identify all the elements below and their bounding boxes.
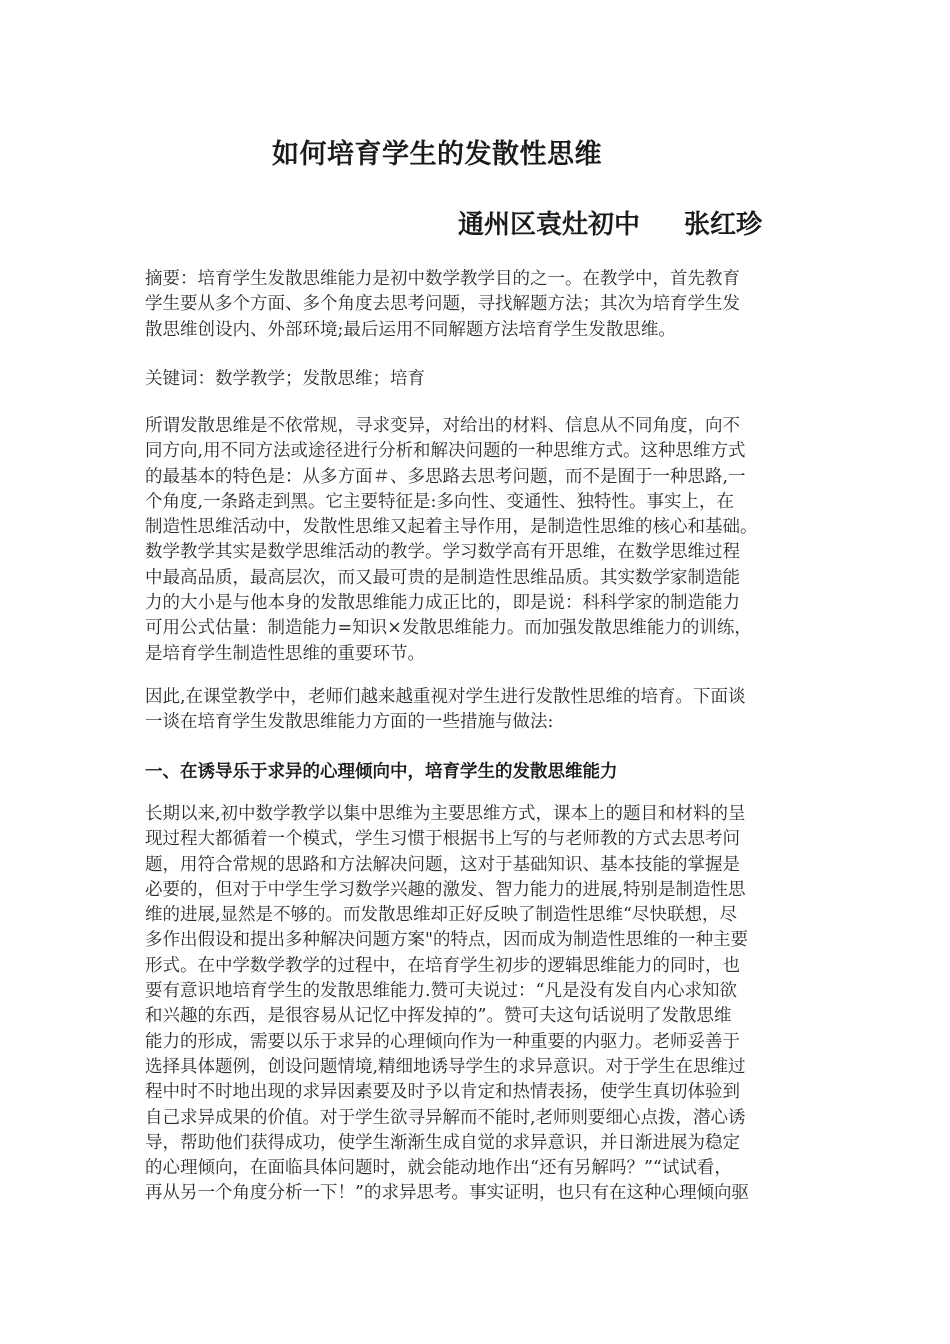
paragraph-line: 能力的形成，需要以乐于求异的心理倾向作为一种重要的内驱力。老师妥善于 — [145, 1031, 740, 1052]
author-name: 张红珍 — [684, 210, 763, 240]
paragraph-1 — [145, 414, 807, 667]
paragraph-line: 因此,在课堂教学中，老师们越来越重视对学生进行发散性思维的培育。下面谈 — [145, 687, 746, 707]
paragraph-line: 是培育学生制造性思维的重要环节。 — [145, 643, 425, 664]
paragraph-line: 同方向,用不同方法或途径进行分析和解决问题的一种思维方式。这种思维方式 — [145, 441, 746, 462]
paragraph-line: 再从另一个角度分析一下！”的求异思考。事实证明，也只有在这种心理倾向驱 — [145, 1183, 749, 1204]
author-line — [458, 204, 762, 241]
paragraph-line: 的最基本的特色是：从多方面＃、多思路去思考问题，而不是囿于一种思路,一 — [145, 466, 746, 487]
paragraph-line: 自己求异成果的价值。对于学生欲寻异解而不能时,老师则要细心点拨，潜心诱 — [145, 1107, 746, 1128]
paragraph-line: 多作出假设和提出多种解决问题方案"的特点，因而成为制造性思维的一种主要 — [145, 930, 749, 951]
paragraph-line: 一谈在培育学生发散思维能力方面的一些措施与做法: — [145, 712, 554, 733]
paragraph-line: 维的进展,显然是不够的。而发散思维却正好反映了制造性思维“尽快联想，尽 — [145, 905, 738, 926]
paragraph-line: 选择具体题例，创设问题情境,精细地诱导学生的求异意识。对于学生在思维过 — [145, 1056, 746, 1077]
paragraph-line: 现过程大都循着一个模式，学生习惯于根据书上写的与老师教的方式去思考问 — [145, 829, 740, 850]
paragraph-line: 个角度,一条路走到黑。它主要特征是:多向性、变通性、独特性。事实上，在 — [145, 491, 734, 512]
abstract — [145, 267, 807, 343]
paragraph-line: 所谓发散思维是不依常规，寻求变异，对给出的材料、信息从不同角度，向不 — [145, 416, 740, 436]
paragraph-line: 形式。在中学数学教学的过程中，在培育学生初步的逻辑思维能力的同时，也 — [145, 955, 740, 976]
section-1-heading: 一、在诱导乐于求异的心理倾向中，培育学生的发散思维能力 — [145, 762, 618, 782]
paragraph-2 — [145, 685, 807, 736]
abstract-line: 摘要：培育学生发散思维能力是初中数学教学目的之一。在教学中，首先教育 — [145, 269, 740, 289]
document-title: 如何培育学生的发散性思维 — [272, 139, 602, 170]
paragraph-line: 必要的，但对于中学生学习数学兴趣的激发、智力能力的进展,特别是制造性思 — [145, 879, 746, 900]
paragraph-line: 的心理倾向，在面临具体问题时，就会能动地作出“还有另解吗？”“试试看， — [145, 1158, 732, 1179]
author-school: 通州区袁灶初中 — [458, 210, 641, 240]
paragraph-line: 制造性思维活动中，发散性思维又起着主导作用，是制造性思维的核心和基础。 — [145, 517, 758, 538]
paragraph-line: 中最高品质，最高层次，而又最可贵的是制造性思维品质。其实数学家制造能 — [145, 567, 740, 588]
paragraph-line: 可用公式估量：制造能力=知识×发散思维能力。而加强发散思维能力的训练， — [145, 618, 752, 639]
keywords-line: 关键词：数学教学；发散思维；培育 — [145, 369, 425, 389]
paragraph-line: 数学教学其实是数学思维活动的教学。学习数学高有开思维，在数学思维过程 — [145, 542, 740, 563]
keywords — [145, 367, 807, 392]
paragraph-3 — [145, 802, 807, 1207]
abstract-line: 散思维创设内、外部环境;最后运用不同解题方法培育学生发散思维。 — [145, 319, 676, 340]
paragraph-line: 题，用符合常规的思路和方法解决问题，这对于基础知识、基本技能的掌握是 — [145, 854, 740, 875]
paragraph-line: 长期以来,初中数学教学以集中思维为主要思维方式，课本上的题目和材料的呈 — [145, 804, 746, 824]
paragraph-line: 和兴趣的东西，是很容易从记忆中挥发掉的”。赞可夫这句话说明了发散思维 — [145, 1006, 732, 1027]
paragraph-line: 力的大小是与他本身的发散思维能力成正比的，即是说：科科学家的制造能力 — [145, 593, 740, 614]
abstract-line: 学生要从多个方面、多个角度去思考问题，寻找解题方法；其次为培育学生发 — [145, 294, 740, 315]
paragraph-line: 程中时不时地出现的求异因素要及时予以肯定和热情表扬，使学生真切体验到 — [145, 1082, 740, 1103]
paragraph-line: 要有意识地培育学生的发散思维能力.赞可夫说过：“凡是没有发自内心求知欲 — [145, 981, 738, 1002]
paragraph-line: 导，帮助他们获得成功，使学生渐渐生成自觉的求异意识，并日渐进展为稳定 — [145, 1132, 740, 1153]
